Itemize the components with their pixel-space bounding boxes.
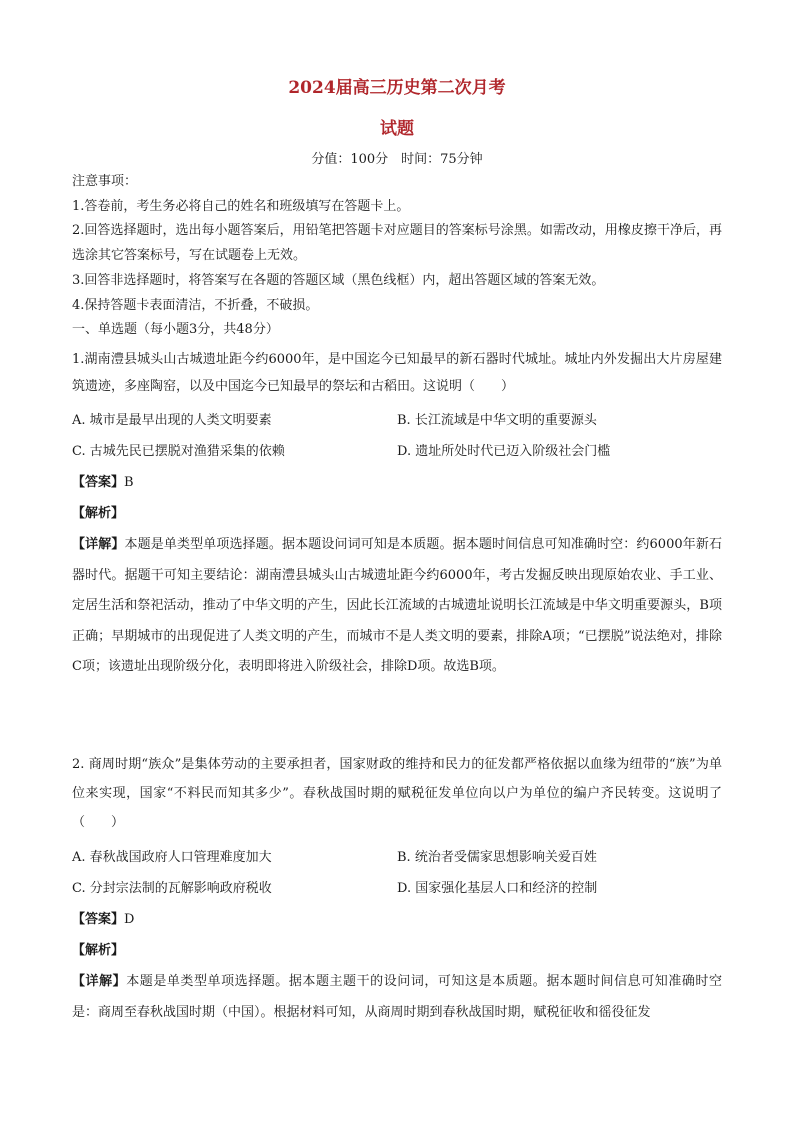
- detail-label: 【详解】: [72, 537, 125, 552]
- notice-item-2: 2.回答选择题时，选出每小题答案后，用铅笔把答题卡对应题目的答案标号涂黑。如需改动，用橡皮擦干净后，再选涂其它答案标号，写在试题卷上无效。: [72, 223, 722, 263]
- notice-item-3: 3.回答非选择题时，将答案写在各题的答题区域（黑色线框）内，超出答题区域的答案无效。: [72, 273, 605, 288]
- exam-title: 2024届高三历史第二次月考: [288, 78, 506, 98]
- detail-label: 【详解】: [72, 974, 127, 989]
- detail-text: 本题是单类型单项选择题。据本题主题干的设问词，可知这是本质题。据本题时间信息可知准确时空是：商周至春秋战国时期（中国）。根据材料可知，从商周时期到春秋战国时期，赋税征收和徭役征发: [72, 974, 722, 1020]
- notice-heading: 注意事项：: [72, 174, 138, 189]
- answer-value: D: [124, 912, 135, 927]
- answer-value: B: [124, 475, 134, 490]
- q2-option-b: B. 统治者受儒家思想影响关爱百姓: [397, 850, 597, 865]
- detail-text: 本题是单类型单项选择题。据本题设问词可知是本质题。据本题时间信息可知准确时空：约6000年新石器时代。据题干可知主要结论：湖南澧县城头山古城遗址距今约6000年，考古发掘反映出现原始农业、手工业、定居生活和祭祀活动，推动了中华文明的产生，因此长江流域的古城遗址说明长江流域是中华文明重要源头，B项正确；早期城市的出现促进了人类文明的产生，而城市不是人类文明的要素，排除A项；“已摆脱”说法绝对，排除C项；该遗址出现阶级分化，表明即将进入阶级社会，排除D项。故选B项。: [72, 537, 722, 675]
- q2-option-c: C. 分封宗法制的瓦解影响政府税收: [72, 881, 272, 896]
- question-1-stem: 1.湖南澧县城头山古城遗址距今约6000年，是中国迄今已知最早的新石器时代城址。城址内外发掘出大片房屋建筑遗迹，多座陶窑，以及中国迄今已知最早的祭坛和古稻田。这说明（ ）: [72, 352, 722, 394]
- answer-label: 【答案】: [72, 475, 125, 490]
- q1-option-d: D. 遗址所处时代已迈入阶级社会门槛: [397, 444, 611, 459]
- score-time-info: 分值：100分 时间：75分钟: [311, 152, 483, 167]
- q2-option-d: D. 国家强化基层人口和经济的控制: [397, 881, 598, 896]
- q1-answer: [72, 474, 134, 491]
- section-heading: 一、单选题（每小题3分，共48分）: [72, 322, 279, 337]
- q2-option-a: A. 春秋战国政府人口管理难度加大: [72, 850, 272, 865]
- question-2-stem: 2. 商周时期“族众”是集体劳动的主要承担者，国家财政的维持和民力的征发都严格依据以血缘为纽带的“族”为单位来实现，国家“不料民而知其多少”。春秋战国时期的赋税征发单位向以户为单位的编户齐民转变。这说明了（ ）: [72, 757, 722, 830]
- q1-option-b: B. 长江流域是中华文明的重要源头: [397, 413, 597, 428]
- notice-item-1: 1.答卷前，考生务必将自己的姓名和班级填写在答题卡上。: [72, 199, 410, 214]
- notice-item-4: 4.保持答题卡表面清洁，不折叠，不破损。: [72, 298, 319, 313]
- q1-option-a: A. 城市是最早出现的人类文明要素: [72, 413, 272, 428]
- q2-analysis-label: 【解析】: [72, 943, 125, 958]
- q1-detail: [72, 530, 722, 683]
- answer-label: 【答案】: [72, 912, 125, 927]
- exam-subtitle: 试题: [380, 119, 414, 139]
- q1-analysis-label: 【解析】: [72, 506, 125, 521]
- q1-option-c: C. 古城先民已摆脱对渔猎采集的依赖: [72, 444, 285, 459]
- q2-detail: [72, 967, 722, 1028]
- q2-answer: [72, 911, 134, 928]
